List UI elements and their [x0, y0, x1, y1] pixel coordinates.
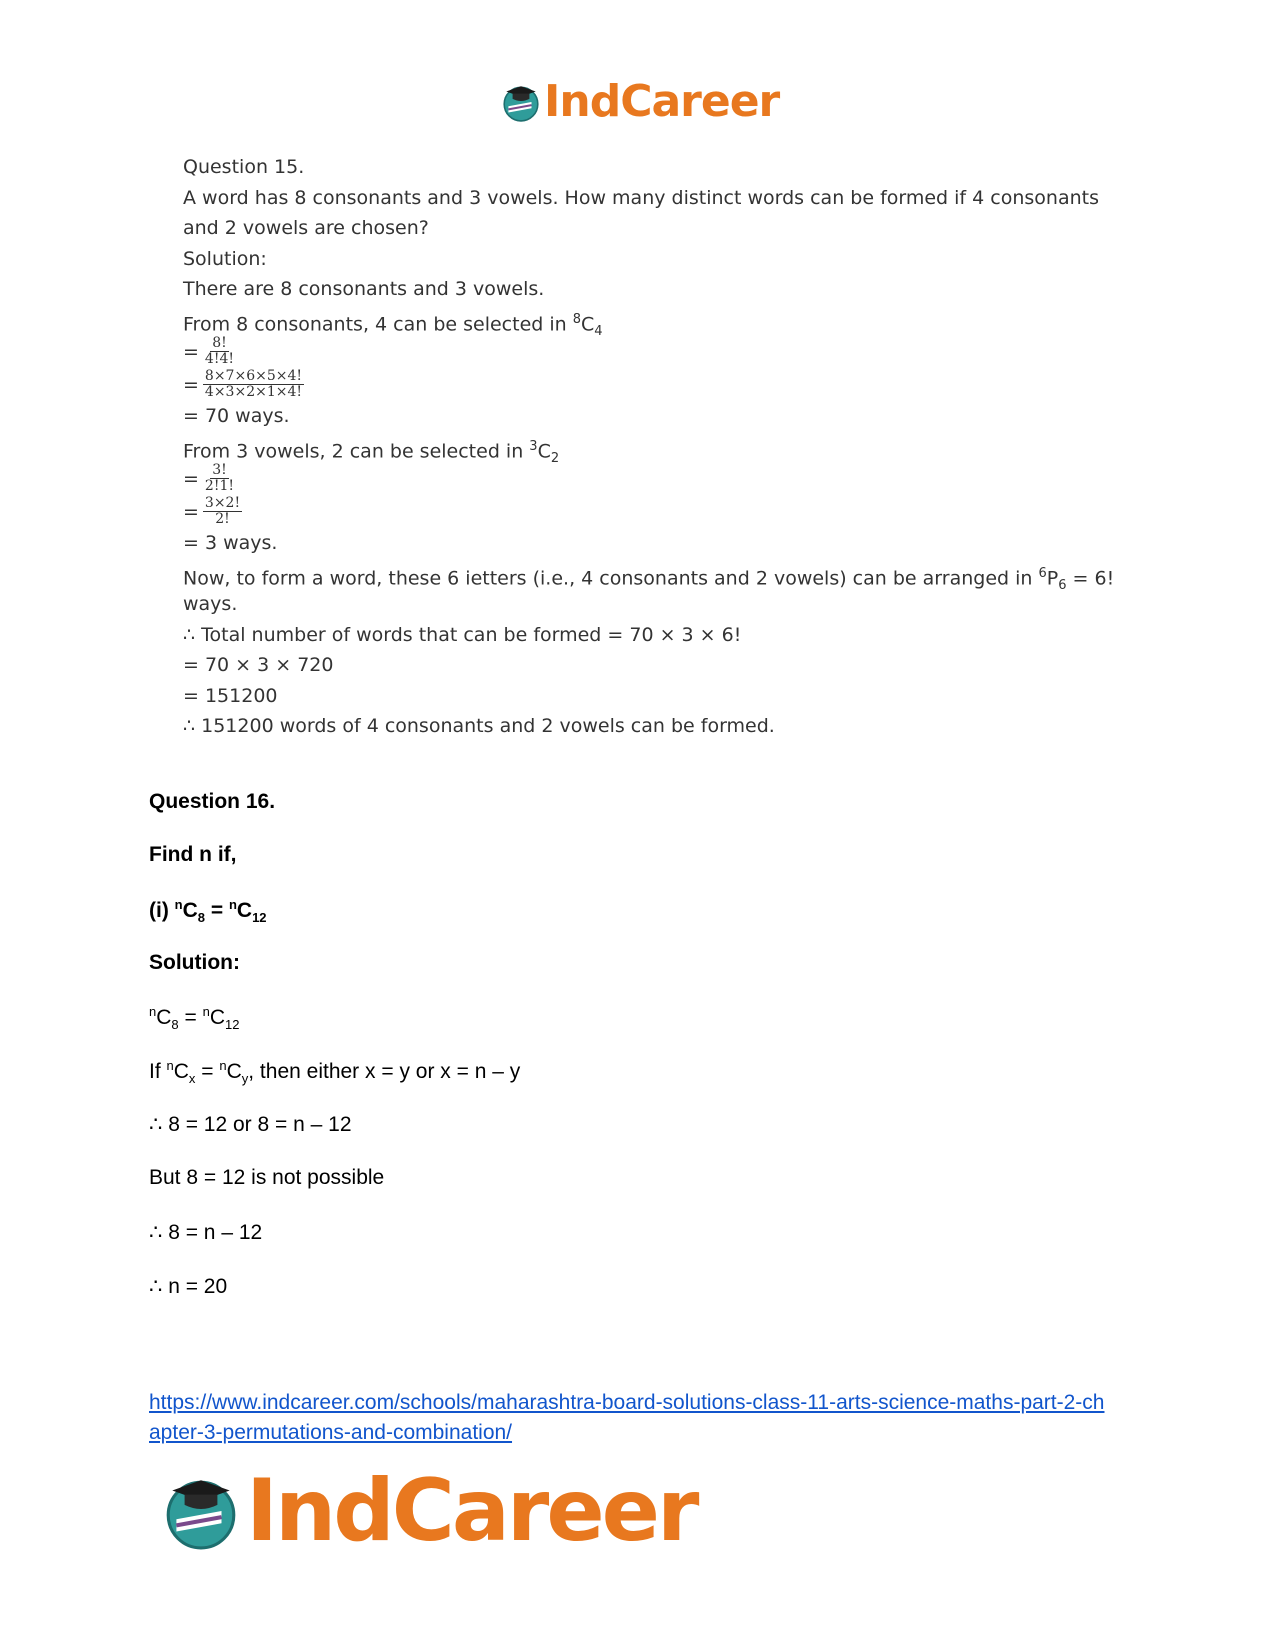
fraction [203, 463, 236, 494]
equals-sign: = [183, 500, 199, 523]
question-15-block [183, 152, 1115, 742]
equals-sign: = [205, 899, 229, 922]
base-c: C [173, 1060, 189, 1083]
q15-conclusion: ∴ 151200 words of 4 consonants and 2 vowels can be formed. [183, 715, 775, 737]
sub-8: 8 [197, 910, 206, 926]
sub-y: y [241, 1071, 249, 1087]
question-15-solution-label: Solution: [183, 247, 267, 270]
rule-tail: , then either x = y or x = n – y [248, 1060, 521, 1083]
q15-vowel-text: From 3 vowels, 2 can be selected in [183, 439, 530, 462]
q15-vowel-sub: 2 [550, 450, 560, 466]
sub-12: 12 [224, 1017, 240, 1033]
numerator: 3! [212, 462, 227, 478]
q16-equation [149, 1004, 239, 1032]
q15-fraction-4 [183, 495, 1103, 528]
fraction [203, 336, 236, 367]
brand-name: IndCareer [246, 1461, 697, 1561]
q15-total-3: = 151200 [183, 684, 278, 707]
q15-consonant-text: From 8 consonants, 4 can be selected in [183, 312, 573, 335]
sup-n: n [228, 897, 237, 912]
sup-n: n [202, 1004, 210, 1019]
q15-result-consonants: = 70 ways. [183, 405, 290, 427]
graduation-globe-icon [500, 81, 542, 123]
q15-arrangement-text: Now, to form a word, these 6 ietters (i.e., 4 consonants and 2 vowels) can be arranged in [183, 566, 1039, 589]
sub-8: 8 [171, 1017, 179, 1033]
q15-total-1: ∴ Total number of words that can be formed = 70 × 3 × 6! [183, 623, 742, 646]
numerator: 8×7×6×5×4! [204, 368, 303, 384]
q15-arrangement-base: P [1046, 566, 1059, 589]
brand-name: IndCareer [544, 76, 780, 127]
q15-arrangement-sub: 6 [1058, 577, 1067, 593]
equals-sign: = [183, 340, 199, 363]
question-16-part-i [149, 897, 267, 925]
sub-12: 12 [252, 910, 267, 926]
base-c: C [236, 899, 253, 922]
q15-consonant-sub: 4 [594, 323, 603, 339]
denominator: 2!1! [204, 478, 234, 494]
equals-sign: = [178, 1006, 203, 1029]
q15-arrangement-line-2: ways. [183, 593, 238, 615]
q16-step-3: ∴ 8 = n – 12 [149, 1221, 263, 1244]
q15-consonant-base: C [581, 312, 595, 335]
sup-n: n [149, 1004, 157, 1019]
sup-n: n [219, 1058, 227, 1073]
base-c: C [182, 899, 198, 922]
question-16-prompt: Find n if, [149, 843, 237, 866]
footer-logo [160, 1461, 697, 1561]
q16-step-2: But 8 = 12 is not possible [149, 1166, 385, 1189]
numerator: 8! [212, 335, 227, 351]
q15-fraction-2 [183, 368, 1103, 401]
base-c: C [226, 1060, 242, 1083]
sup-n: n [174, 897, 183, 912]
q15-arrangement [183, 559, 1115, 593]
q15-result-vowels: = 3 ways. [183, 532, 278, 554]
fraction [203, 496, 242, 527]
denominator: 4×3×2×1×4! [204, 384, 303, 400]
question-16-title: Question 16. [149, 790, 276, 813]
q15-step-intro: There are 8 consonants and 3 vowels. [183, 278, 545, 300]
sup-n: n [166, 1058, 174, 1073]
q15-arrangement-sup: 6 [1038, 565, 1047, 581]
equals-sign: = [183, 373, 199, 396]
q15-total-2: = 70 × 3 × 720 [183, 654, 334, 676]
denominator: 4!4! [204, 351, 234, 367]
question-15-text-line-2: and 2 vowels are chosen? [183, 217, 429, 239]
question-15-text-line-1: A word has 8 consonants and 3 vowels. How many distinct words can be formed if 4 consonants [183, 186, 1099, 209]
denominator: 2! [215, 511, 230, 527]
equals-sign: = [183, 467, 199, 490]
header-logo [500, 76, 780, 127]
q15-consonant-selection [183, 305, 1103, 339]
equals-sign: = [195, 1060, 220, 1083]
fraction [203, 369, 304, 400]
q15-vowel-selection [183, 432, 1103, 466]
base-c: C [209, 1006, 225, 1029]
q16-step-4: ∴ n = 20 [149, 1275, 228, 1298]
source-link[interactable]: https://www.indcareer.com/schools/maharashtra-board-solutions-class-11-arts-science-maths-part-2-chapter-3-permutations-and-combination/ [149, 1391, 1105, 1444]
q15-fraction-3 [183, 462, 1103, 495]
q15-vowel-base: C [537, 439, 551, 462]
graduation-globe-icon [160, 1470, 242, 1552]
numerator: 3×2! [204, 495, 241, 511]
sub-x: x [188, 1071, 196, 1087]
question-15-title: Question 15. [183, 156, 305, 178]
base-c: C [156, 1006, 172, 1029]
part-label: (i) [149, 899, 175, 922]
q16-rule [149, 1058, 520, 1086]
q15-arrangement-tail: = 6! [1066, 566, 1115, 589]
q15-consonant-sup: 8 [572, 311, 582, 327]
rule-prefix: If [149, 1060, 167, 1083]
q15-vowel-sup: 3 [529, 438, 538, 454]
question-16-solution-label: Solution: [149, 951, 240, 974]
q16-step-1: ∴ 8 = 12 or 8 = n – 12 [149, 1113, 352, 1136]
q15-fraction-1 [183, 335, 1103, 368]
